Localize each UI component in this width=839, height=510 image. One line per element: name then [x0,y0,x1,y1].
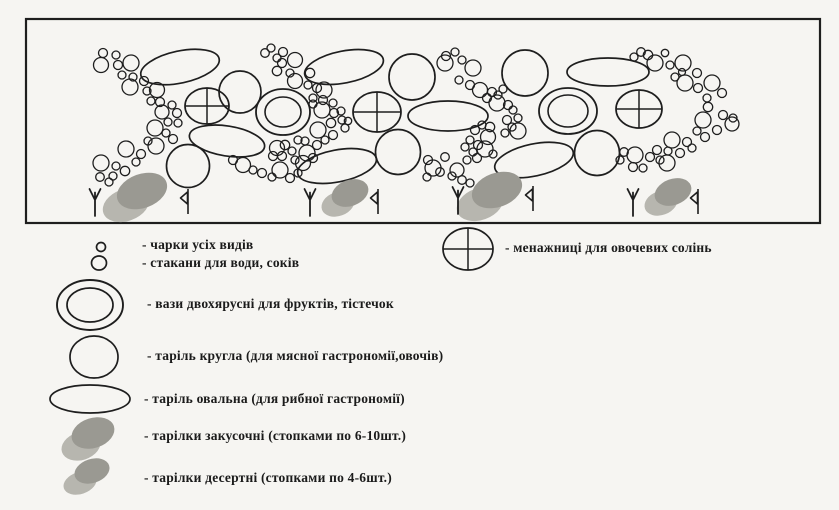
water-glass-icon [92,256,107,270]
glass-circle [313,84,322,93]
glass-circle [473,154,482,163]
flag-icon [526,186,534,211]
glass-circle [96,173,105,182]
oval-platter [138,43,223,91]
glass-circle [168,101,176,109]
flag-icon [181,189,189,214]
flag-icon [691,189,699,214]
glass-circle [455,76,463,84]
glass-circle [514,114,522,122]
glass-circle [286,174,295,183]
glass-circle [164,118,172,126]
round-platter [167,145,210,188]
glass-circle [713,126,722,135]
glass-circle [268,173,276,181]
snack-plates-icon [58,412,119,466]
fork-icon [628,189,639,216]
glass-circle [627,147,643,163]
glass-circle [465,60,481,76]
glass-circle [463,156,471,164]
glass-circle [173,109,182,118]
legend-label-snack-plates: - тарілки закусочні (стопками по 6-10шт.) [144,428,407,443]
flag-icon [371,189,379,214]
glass-circle [249,166,257,174]
glass-circle [341,124,349,132]
two-tier-vase-icon [57,280,123,330]
legend-label-dessert-plates: - тарілки десертні (стопками по 4-6шт.) [144,470,392,485]
glass-circle [267,44,275,52]
glass-circle [288,147,296,155]
glass-circle [329,99,337,107]
legend-label-two-tier-vases: - вази двохярусні для фруктів, тістечок [147,296,394,311]
glass-circle [451,48,459,56]
glass-circle [288,53,303,68]
glass-circle [147,97,155,105]
glass-circle [646,153,655,162]
crossed-dish [185,88,229,124]
fork-icon [90,189,101,216]
glass-circle [719,111,728,120]
oval-platter [295,143,380,190]
round-platter [502,50,548,96]
glass-circle [288,74,303,89]
dessert-plates-icon [60,454,112,499]
glass-circle [329,131,338,140]
glass-circle [326,118,335,127]
glass-circle [162,129,170,137]
glass-circle [112,51,120,59]
round-platter [389,54,435,100]
plate-stack [452,165,527,227]
glass-circle [112,162,120,170]
glass-circle [279,48,288,57]
legend-label-menazhnytsi: - менажниці для овочевих солінь [505,240,712,255]
glass-circle [664,132,680,148]
glass-circle [461,143,469,151]
glass-circle [693,127,701,135]
glass-circle [94,58,109,73]
glass-circle [718,89,727,98]
glass-circle [169,135,178,144]
glass-circle [629,163,638,172]
glass-circle [653,146,662,155]
oval-platter [187,120,267,162]
oval-platter [567,58,649,86]
glass-circle [155,105,169,119]
glass-circle [677,75,693,91]
glass-circle [661,49,668,56]
glass-circle [489,95,505,111]
fork-icon [305,189,316,216]
glass-circle [466,136,474,144]
glass-circle [99,49,108,58]
glass-circle [137,150,146,159]
glass-circle [659,155,675,171]
glass-circle [695,112,711,128]
glass-circle [114,61,123,70]
glass-circle [236,158,251,173]
glass-circle [147,120,163,136]
legend-label-shot-glasses: - чарки усіх видів [142,237,254,252]
menazhnytsia-icon [443,228,493,270]
glass-circle [321,136,329,144]
glass-circle [676,149,685,158]
glass-circle [148,138,164,154]
glass-circle [703,94,711,102]
round-platter [575,131,620,176]
crossed-dish [616,90,662,128]
glass-circle [473,83,488,98]
glass-circle [258,169,267,178]
plate-stack [318,174,372,221]
glass-circle [174,119,182,127]
crossed-dish [353,92,401,132]
glass-circle [703,102,712,111]
glass-circle [122,79,138,95]
legend-label-water-glasses: - стакани для води, соків [142,255,300,270]
glass-circle [639,164,647,172]
glass-circle [118,71,126,79]
glass-circle [450,163,464,177]
glass-circle [509,106,517,114]
glass-circle [441,153,450,162]
glass-circle [458,56,466,64]
glass-circle [466,179,474,187]
glass-circle [120,166,129,175]
legend-label-round-platter: - таріль кругла (для мясної гастрономії,овочів) [147,348,444,363]
plate-stack [641,173,695,220]
glass-circle [105,178,113,186]
glass-circle [93,155,109,171]
glass-circle [647,55,663,71]
two-tier-vase [539,88,597,134]
round-platter [376,130,421,175]
glass-circle [688,144,696,152]
glass-circle [304,81,312,89]
two-tier-vase [256,89,310,135]
glass-circle [123,55,139,71]
glass-circle [694,84,703,93]
glass-circle [704,75,720,91]
glass-circle [272,66,281,75]
glass-circle [132,158,140,166]
oval-platter [302,44,387,91]
glass-circle [693,69,702,78]
glass-circle [501,129,509,137]
glass-circle [725,117,739,131]
oval-platter [408,101,488,131]
glass-circle [664,147,672,155]
glass-circle [118,141,134,157]
oval-platter-icon [50,385,130,413]
glass-circle [666,61,674,69]
legend-label-oval-platter: - таріль овальна (для рибної гастрономії) [144,391,405,406]
glass-circle [437,55,453,71]
glass-circle [701,133,710,142]
glass-circle [305,68,314,77]
shot-glass-icon [97,243,106,252]
round-platter-icon [70,336,118,378]
